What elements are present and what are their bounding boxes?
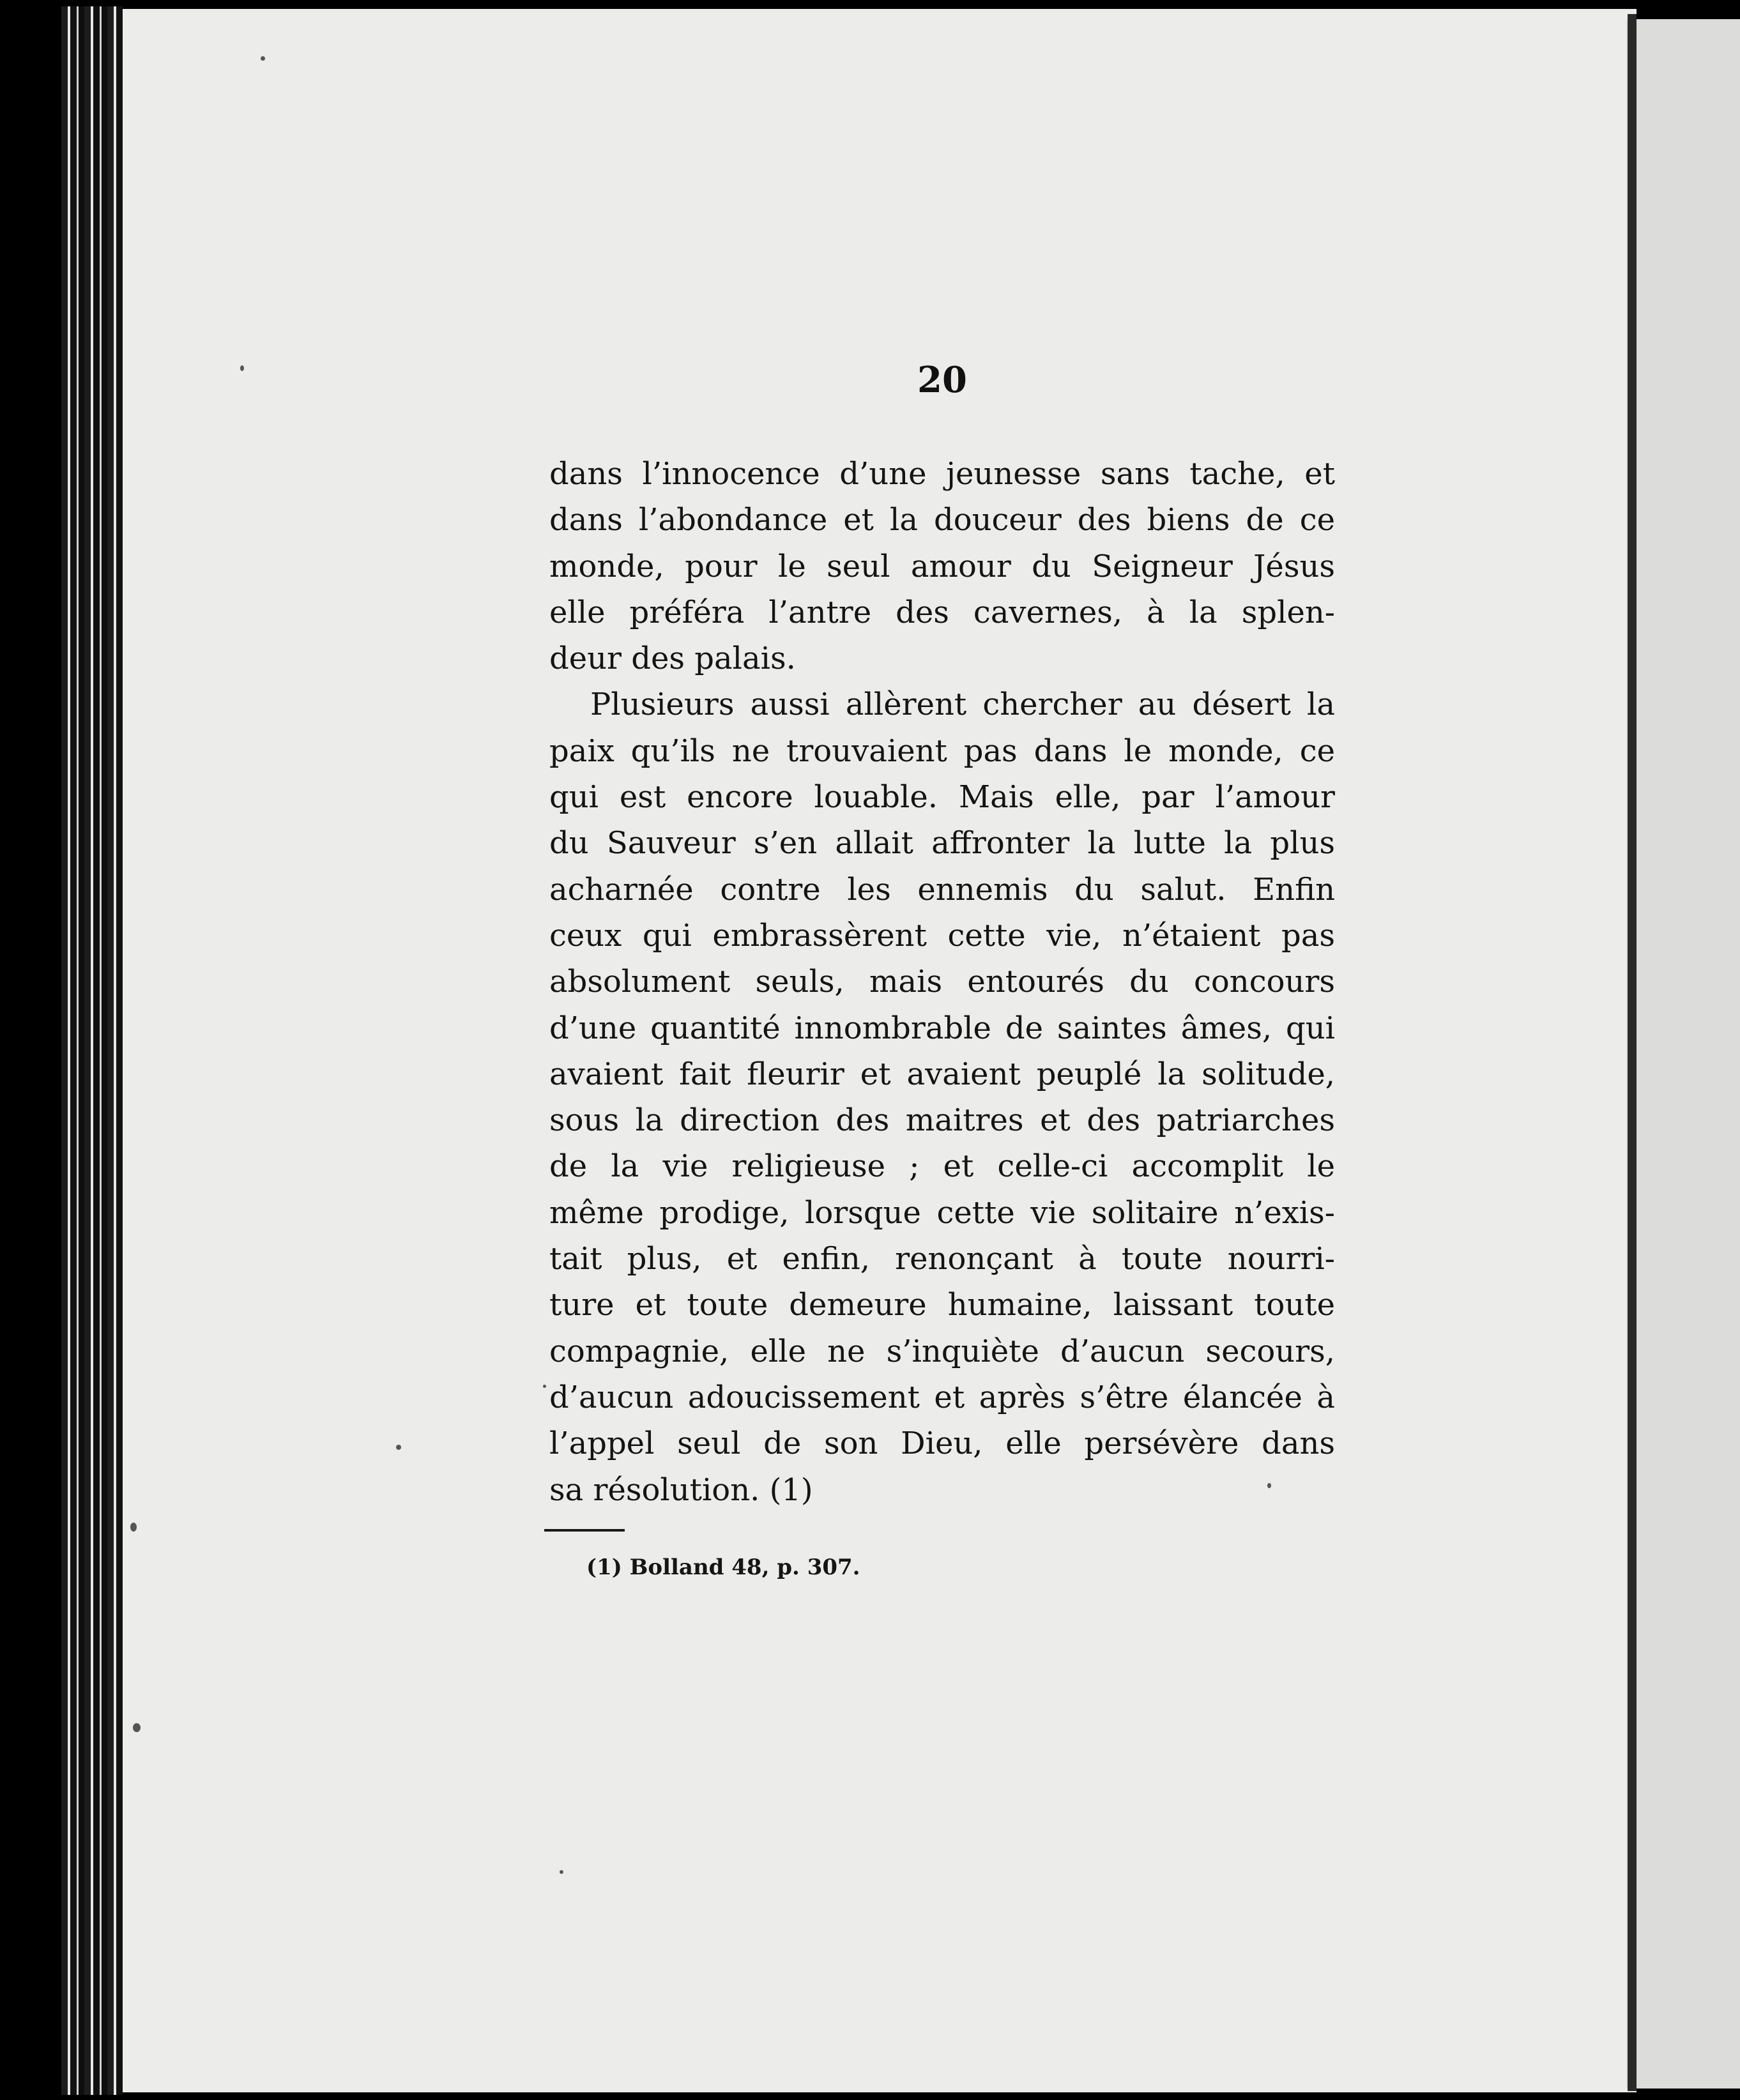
text-line: avaient fait fleurir et avaient peuplé la solitude, [549,1056,1335,1092]
text-line: monde, pour le seul amour du Seigneur Jésus [549,548,1335,584]
text-line: même prodige, lorsque cette vie solitaire n’exis- [549,1194,1335,1231]
adjacent-page-edge [1626,19,1740,2089]
text-line: compagnie, elle ne s’inquiète d’aucun secours, [549,1333,1335,1369]
text-line: de la vie religieuse ; et celle-ci accomplit le [549,1148,1335,1185]
scan-speck [543,1385,546,1388]
text-line: qui est encore louable. Mais elle, par l’amour [549,779,1335,816]
page-gutter-shadow [1628,14,1637,2091]
text-line: absolument seuls, mais entourés du concours [549,964,1335,1000]
text-line: tait plus, et enfin, renonçant à toute nourri- [549,1241,1335,1277]
scan-speck [560,1870,563,1874]
text-line: d’une quantité innombrable de saintes âmes, qui [549,1010,1335,1046]
scan-speck [133,1723,141,1732]
book-binding-edge [61,6,123,2095]
page-number: 20 [917,359,967,401]
text-line: paix qu’ils ne trouvaient pas dans le monde, ce [549,733,1335,769]
footnote-rule [544,1529,625,1532]
text-line: ture et toute demeure humaine, laissant toute [549,1287,1335,1323]
text-line: sous la direction des maitres et des patriarches [549,1102,1335,1139]
text-line: l’appel seul de son Dieu, elle persévère dans [549,1426,1335,1462]
text-line: ceux qui embrassèrent cette vie, n’étaient pas [549,917,1335,954]
scan-speck [396,1445,401,1450]
scan-speck [261,56,265,61]
body-text [549,451,1335,1513]
text-line: dans l’innocence d’une jeunesse sans tache, et [549,456,1335,492]
text-line: Plusieurs aussi allèrent chercher au désert la [590,687,1335,723]
text-line: du Sauveur s’en allait affronter la lutte la plus [549,825,1335,862]
text-line: deur des palais. [549,641,796,677]
scan-speck [240,365,244,371]
text-line: d’aucun adoucissement et après s’être élancée à [549,1379,1335,1415]
text-line: acharnée contre les ennemis du salut. Enfin [549,871,1335,908]
text-line: dans l’abondance et la douceur des biens de ce [549,502,1335,538]
text-line: sa résolution. (1) [549,1472,813,1508]
scan-speck [1267,1483,1271,1488]
scan-speck [130,1523,137,1532]
footnote: (1) Bolland 48, p. 307. [586,1555,860,1580]
text-line: elle préféra l’antre des cavernes, à la splen- [549,594,1335,630]
